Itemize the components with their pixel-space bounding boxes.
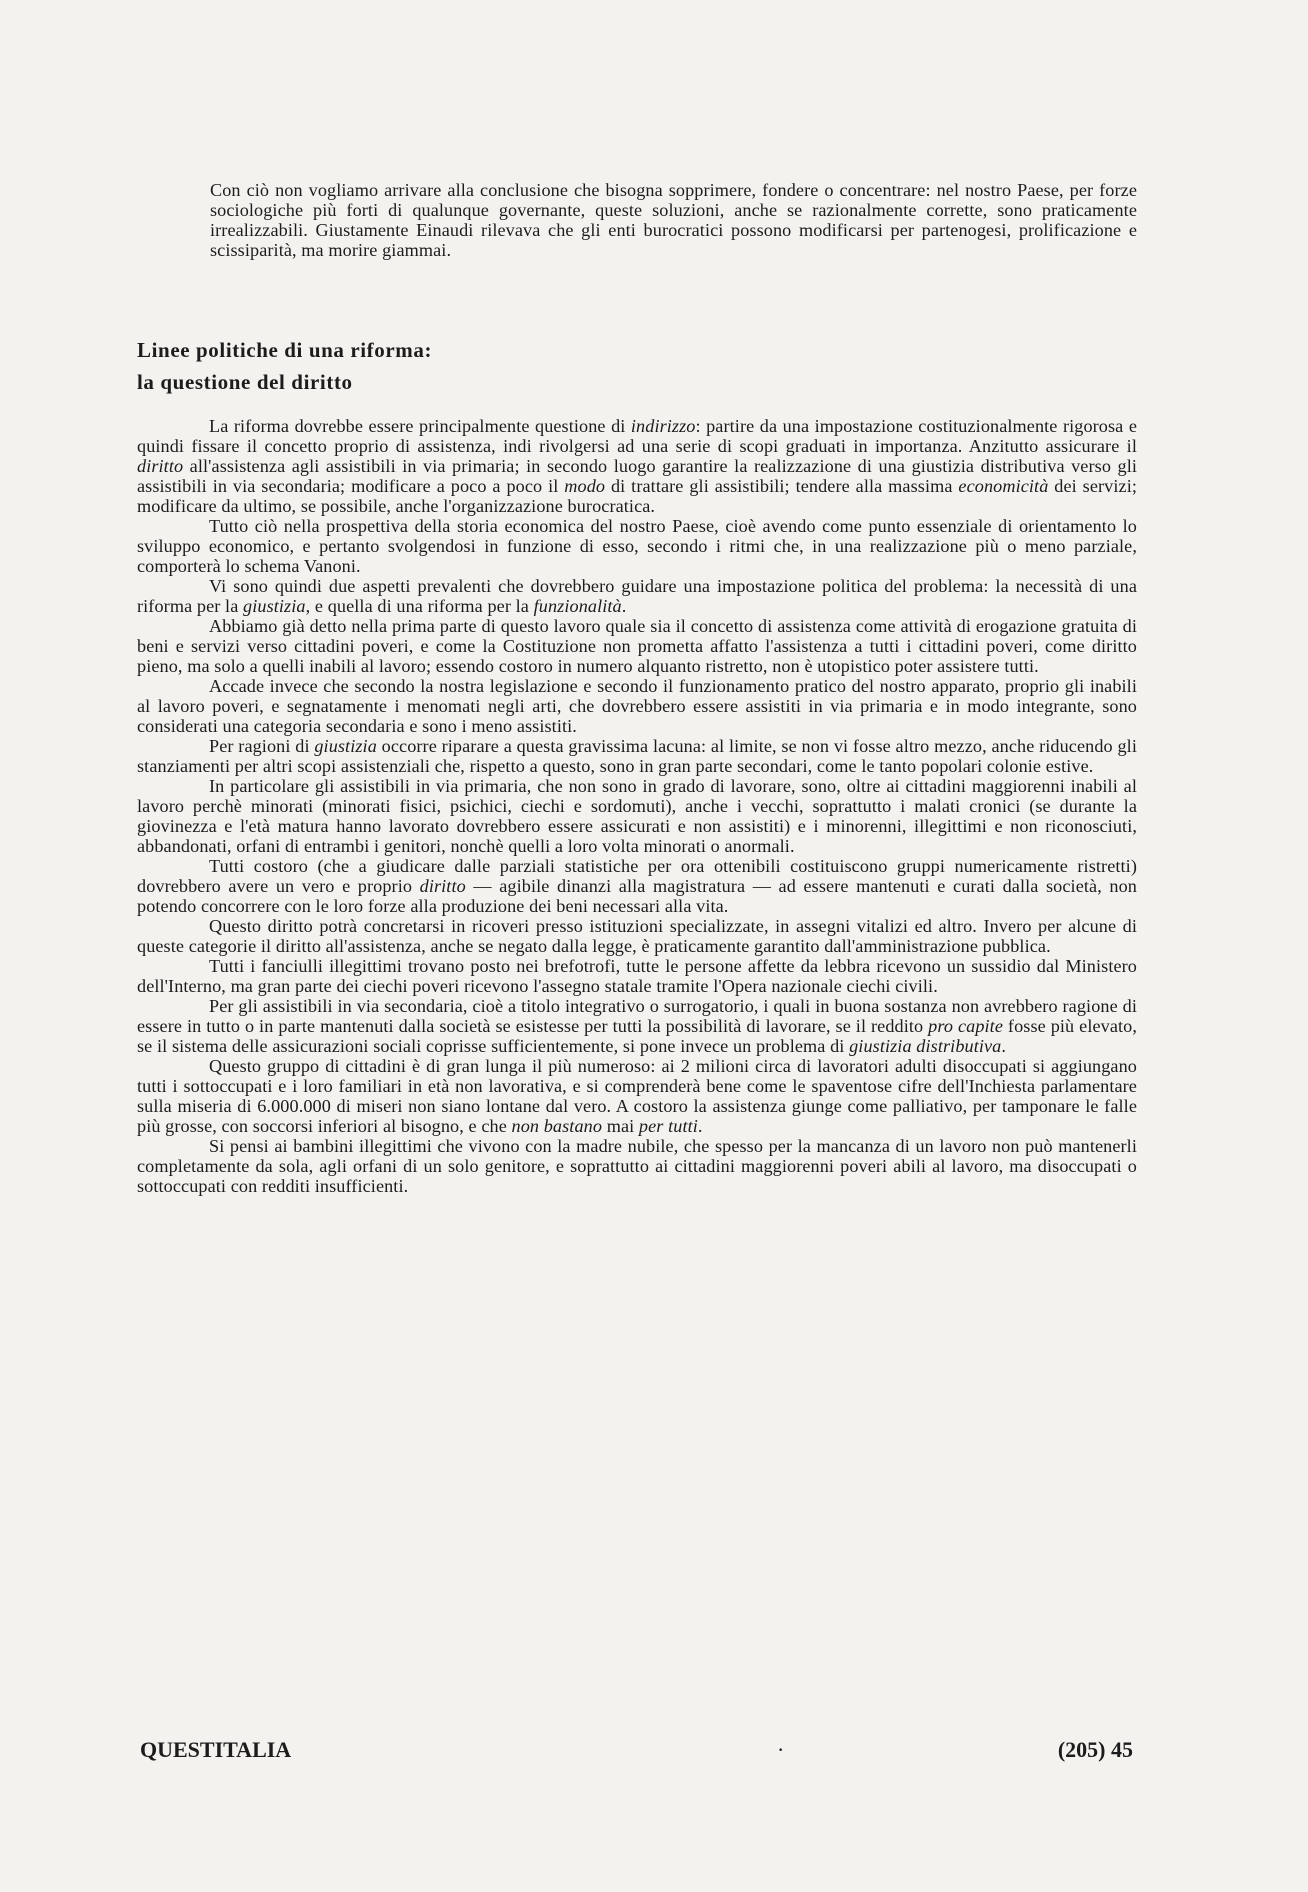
paragraph: Tutti costoro (che a giudicare dalle parziali statistiche per ora ottenibili costituiscono gruppi numericamente ristretti) dovrebbero avere un vero e proprio diritto — agibile dinanzi alla magistratura — ad essere mantenuti e curati dalla società, non potendo concorrere con le loro forze alla produzione dei beni necessari alla vita. <box>137 856 1137 916</box>
paragraph: Per ragioni di giustizia occorre riparare a questa gravissima lacuna: al limite, se non vi fosse altro mezzo, anche riducendo gli stanziamenti per altri scopi assistenziali che, rispetto a questo, sono in gran parte secondari, come le tanto popolari colonie estive. <box>137 736 1137 776</box>
paragraph: La riforma dovrebbe essere principalmente questione di indirizzo: partire da una impostazione costituzionalmente rigorosa e quindi fissare il concetto proprio di assistenza, indi rivolgersi ad una serie di scopi graduati in importanza. Anzitutto assicurare il diritto all'assistenza agli assistibili in via primaria; in secondo luogo garantire la realizzazione di una giustizia distributiva verso gli assistibili in via secondaria; modificare a poco a poco il modo di trattare gli assistibili; tendere alla massima economicità dei servizi; modificare da ultimo, se possibile, anche l'organizzazione burocratica. <box>137 416 1138 516</box>
intro-paragraph: Con ciò non vogliamo arrivare alla conclusione che bisogna sopprimere, fondere o concentrare: nel nostro Paese, per forze sociologiche più forti di qualunque governante, queste soluzioni, anche se razionalmente corrette, sono praticamente irrealizzabili. Giustamente Einaudi rilevava che gli enti burocratici possono modificarsi per partenogesi, prolificazione e scissiparità, ma morire giammai. <box>210 180 1137 260</box>
paragraph: Accade invece che secondo la nostra legislazione e secondo il funzionamento pratico del nostro apparato, proprio gli inabili al lavoro poveri, e segnatamente i menomati negli arti, che dovrebbero essere assistiti in via primaria e in modo integrante, sono considerati una categoria secondaria e sono i meno assistiti. <box>137 676 1137 736</box>
page-body <box>137 180 1137 1196</box>
paragraph: Tutti i fanciulli illegittimi trovano posto nei brefotrofi, tutte le persone affette da lebbra ricevono un sussidio dal Ministero dell'Interno, ma gran parte dei ciechi poveri ricevono l'assegno statale tramite l'Opera nazionale ciechi civili. <box>137 956 1137 996</box>
paragraph: In particolare gli assistibili in via primaria, che non sono in grado di lavorare, sono, oltre ai cittadini maggiorenni inabili al lavoro perchè minorati (minorati fisici, psichici, ciechi e sordomuti), anche i vecchi, soprattutto i malati cronici (se durante la giovinezza e l'età matura hanno lavorato dovrebbero essere assicurati e non assistiti) e i minorenni, illegittimi e non riconosciuti, abbandonati, orfani di entrambi i genitori, nonchè quelli a loro volta minorati o anormali. <box>137 776 1137 856</box>
paragraph: Si pensi ai bambini illegittimi che vivono con la madre nubile, che spesso per la mancanza di un lavoro non può mantenerli completamente da sola, agli orfani di un solo genitore, e soprattutto ai cittadini maggiorenni poveri abili al lavoro, ma disoccupati o sottoccupati con redditi insufficienti. <box>137 1136 1137 1196</box>
section-heading-line2: la questione del diritto <box>137 370 353 394</box>
paragraph: Questo gruppo di cittadini è di gran lunga il più numeroso: ai 2 milioni circa di lavoratori adulti disoccupati si aggiungano tutti i sottoccupati e i loro familiari in età non lavorativa, e si comprenderà bene come le spaventose cifre dell'Inchiesta parlamentare sulla miseria di 6.000.000 di miseri non siano lontane dal vero. A costoro la assistenza giunge come palliativo, per tamponare le falle più grosse, con soccorsi inferiori al bisogno, e che non bastano mai per tutti. <box>137 1056 1137 1136</box>
paragraph: Tutto ciò nella prospettiva della storia economica del nostro Paese, cioè avendo come punto essenziale di orientamento lo sviluppo economico, e pertanto svolgendosi in funzione di esso, secondo i ritmi che, in una realizzazione più o meno parziale, comporterà lo schema Vanoni. <box>137 516 1137 576</box>
paragraph: Per gli assistibili in via secondaria, cioè a titolo integrativo o surrogatorio, i quali in buona sostanza non avrebbero ragione di essere in tutto o in parte mantenuti dalla società se esistesse per tutti la possibilità di lavorare, se il reddito pro capite fosse più elevato, se il sistema delle assicurazioni sociali coprisse sufficientemente, si pone invece un problema di giustizia distributiva. <box>137 996 1138 1056</box>
footer-center-mark: · <box>777 1737 785 1762</box>
paragraph: Questo diritto potrà concretarsi in ricoveri presso istituzioni specializzate, in assegni vitalizi ed altro. Invero per alcune di queste categorie il diritto all'assistenza, anche se negato dalla legge, è praticamente garantito dall'amministrazione pubblica. <box>137 916 1137 956</box>
page-number: (205) 45 <box>1057 1737 1133 1762</box>
section-body <box>137 416 1137 1196</box>
section-heading-line1: Linee politiche di una riforma: <box>137 338 433 362</box>
intro-section <box>210 180 1137 260</box>
paragraph: Abbiamo già detto nella prima parte di questo lavoro quale sia il concetto di assistenza come attività di erogazione gratuita di beni e servizi verso cittadini poveri, e come la Costituzione non prometta affatto l'assistenza a tutti i cittadini poveri, come diritto pieno, ma solo a quelli inabili al lavoro; essendo costoro in numero alquanto ristretto, non è utopistico poter assistere tutti. <box>137 616 1137 676</box>
paragraph: Vi sono quindi due aspetti prevalenti che dovrebbero guidare una impostazione politica del problema: la necessità di una riforma per la giustizia, e quella di una riforma per la funzionalità. <box>137 576 1137 616</box>
journal-name: QUESTITALIA <box>140 1737 292 1762</box>
